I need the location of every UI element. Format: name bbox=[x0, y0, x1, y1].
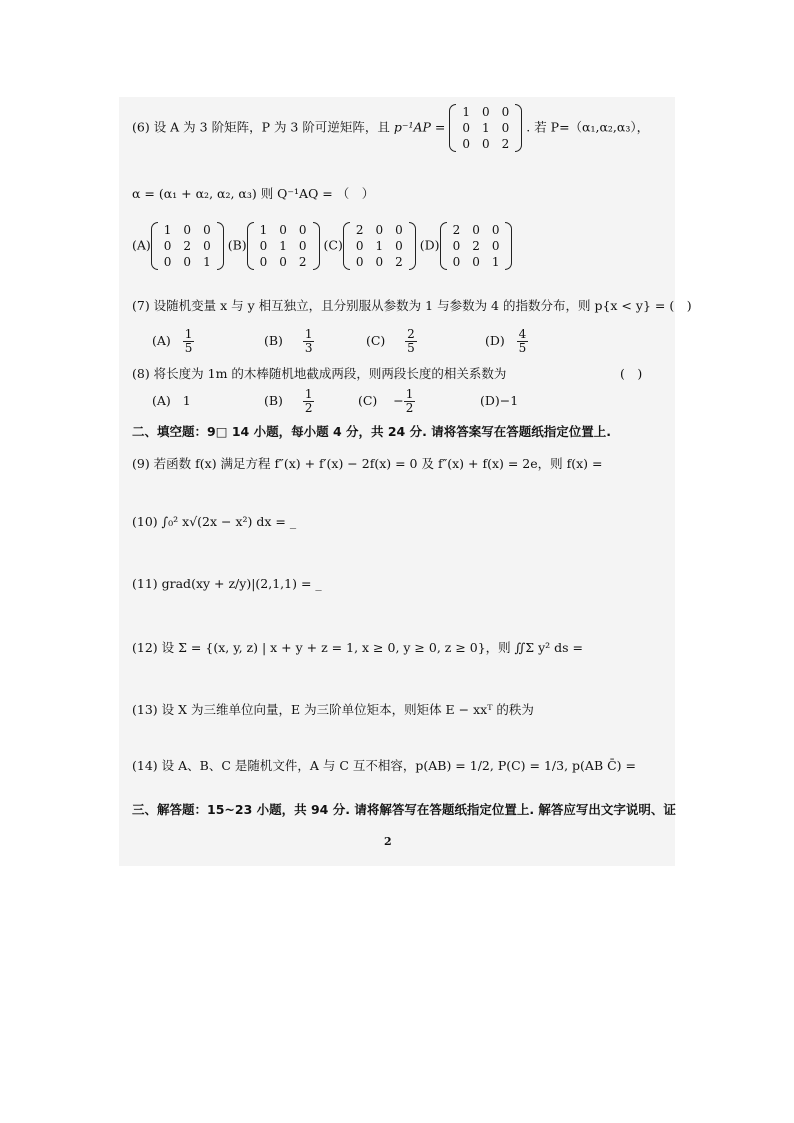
matrix-cell: 1 bbox=[462, 105, 470, 119]
bracket-left bbox=[151, 222, 158, 270]
q8-paren: ( ) bbox=[620, 366, 643, 381]
q9-text: (9) 若函数 f(x) 满足方程 f″(x) + f′(x) − 2f(x) = 0 及 f″(x) + f(x) = 2e，则 f(x) = bbox=[132, 456, 603, 471]
q11-text: (11) grad(xy + z/y)|(2,1,1) = _ bbox=[132, 576, 322, 591]
section3-heading: 三、解答题：15~23 小题，共 94 分. 请将解答写在答题纸指定位置上. 解答应写出文字说明、证 bbox=[132, 802, 676, 817]
matrix-cell: 0 bbox=[462, 137, 470, 151]
q6-option-d: (D) 2 0 0 0 2 0 0 0 1 bbox=[420, 222, 513, 270]
matrix-cell: 0 bbox=[183, 223, 192, 237]
q8-option-a: (A) 1 bbox=[152, 393, 191, 408]
bracket-right bbox=[409, 222, 416, 270]
q6-option-b: (B) 1 0 0 0 1 0 0 0 2 bbox=[228, 222, 320, 270]
section2-heading: 二、填空题：9□ 14 小题，每小题 4 分，共 24 分. 请将答案写在答题纸指定位置上. bbox=[132, 424, 611, 439]
matrix-cell: 1 bbox=[163, 223, 172, 237]
matrix-cell: 0 bbox=[472, 223, 480, 237]
matrix-body bbox=[158, 222, 217, 270]
q8-option-d: (D)−1 bbox=[479, 393, 519, 408]
bracket-left bbox=[343, 222, 350, 270]
q6-option-b-matrix bbox=[247, 222, 320, 270]
matrix-cell: 1 bbox=[491, 255, 500, 269]
matrix-body bbox=[456, 104, 515, 152]
q6-line2: α = (α₁ + α₂, α₂, α₃) 则 Q⁻¹AQ = （ ） bbox=[132, 186, 375, 201]
q6-option-c: (C) 2 0 0 0 1 0 0 0 2 bbox=[324, 222, 416, 270]
matrix-cell: 1 bbox=[203, 255, 211, 269]
matrix-cell: 2 bbox=[355, 223, 364, 237]
q7-option-a: (A) $\frac{1}{5}$ bbox=[152, 327, 193, 355]
matrix-cell: 0 bbox=[355, 239, 364, 253]
matrix-cell: 0 bbox=[501, 105, 510, 119]
bracket-left bbox=[449, 104, 456, 152]
matrix-cell: 0 bbox=[183, 255, 192, 269]
matrix-cell: 0 bbox=[491, 239, 500, 253]
q10-text: (10) ∫₀² x√(2x − x²) dx = _ bbox=[132, 514, 297, 529]
matrix-cell: 1 bbox=[279, 239, 287, 253]
q6-option-d-matrix bbox=[440, 222, 513, 270]
matrix-body bbox=[254, 222, 313, 270]
q7-option-d: (D) $\frac{4}{5}$ bbox=[484, 327, 527, 355]
matrix-cell: 2 bbox=[395, 255, 403, 269]
q6-option-a: (A) 1 0 0 0 2 0 0 0 1 bbox=[132, 222, 224, 270]
matrix-cell: 0 bbox=[375, 223, 384, 237]
matrix-body bbox=[350, 222, 409, 270]
q7-option-c: (C) $\frac{2}{5}$ bbox=[365, 327, 415, 355]
q8-option-c: (C) − $\frac{1}{2}$ bbox=[357, 387, 414, 415]
matrix-cell: 0 bbox=[375, 255, 384, 269]
matrix-cell: 1 bbox=[375, 239, 384, 253]
q7-option-b: (B) $\frac{1}{3}$ bbox=[263, 327, 313, 355]
matrix-cell: 2 bbox=[472, 239, 480, 253]
matrix-body bbox=[447, 222, 506, 270]
matrix-cell: 1 bbox=[259, 223, 268, 237]
q8-options bbox=[152, 388, 518, 415]
bracket-left bbox=[247, 222, 254, 270]
matrix-cell: 0 bbox=[472, 255, 480, 269]
matrix-cell: 2 bbox=[298, 255, 307, 269]
matrix-cell: 0 bbox=[491, 223, 500, 237]
matrix-cell: 1 bbox=[481, 121, 490, 135]
matrix-cell: 0 bbox=[163, 255, 172, 269]
matrix-cell: 0 bbox=[501, 121, 510, 135]
q6-text-a: 设 A 为 3 阶矩阵，P 为 3 阶可逆矩阵，且 bbox=[153, 119, 390, 135]
q6-option-c-matrix bbox=[343, 222, 416, 270]
matrix-cell: 0 bbox=[259, 239, 268, 253]
q7-options bbox=[152, 328, 528, 355]
matrix-cell: 0 bbox=[259, 255, 268, 269]
q6-number: (6) bbox=[132, 119, 150, 135]
q6-line1 bbox=[132, 104, 649, 152]
matrix-cell: 0 bbox=[355, 255, 364, 269]
q6-option-a-matrix bbox=[151, 222, 224, 270]
q7-text: (7) 设随机变量 x 与 y 相互独立，且分别服从参数为 1 与参数为 4 的指数分布，则 p{x < y} = ( ) bbox=[132, 298, 692, 313]
matrix-cell: 0 bbox=[452, 255, 461, 269]
matrix-cell: 2 bbox=[183, 239, 192, 253]
matrix-cell: 0 bbox=[452, 239, 461, 253]
q12-text: (12) 设 Σ = {(x, y, z) | x + y + z = 1, x ≥ 0, y ≥ 0, z ≥ 0}，则 ∬Σ y² ds = bbox=[132, 640, 584, 655]
q8-option-b: (B) $\frac{1}{2}$ bbox=[263, 387, 313, 415]
bracket-right bbox=[217, 222, 224, 270]
page-number: 2 bbox=[384, 835, 392, 848]
bracket-left bbox=[440, 222, 447, 270]
matrix-cell: 0 bbox=[298, 223, 307, 237]
q13-text: (13) 设 X 为三维单位向量，E 为三阶单位矩本，则矩体 E − xxᵀ 的秩为 bbox=[132, 702, 534, 717]
matrix-cell: 0 bbox=[279, 223, 287, 237]
q6-text-b: . 若 P=（α₁,α₂,α₃）， bbox=[526, 119, 650, 135]
matrix-cell: 0 bbox=[279, 255, 287, 269]
matrix-cell: 0 bbox=[481, 105, 490, 119]
q6-given-matrix bbox=[449, 104, 522, 152]
bracket-right bbox=[313, 222, 320, 270]
bracket-right bbox=[505, 222, 512, 270]
matrix-cell: 0 bbox=[481, 137, 490, 151]
matrix-cell: 0 bbox=[163, 239, 172, 253]
matrix-cell: 0 bbox=[203, 223, 211, 237]
matrix-cell: 2 bbox=[452, 223, 461, 237]
q6-formula-lhs: p⁻¹AP = bbox=[393, 119, 446, 135]
q14-text: (14) 设 A、B、C 是随机文件，A 与 C 互不相容，p(AB) = 1/2, P(C) = 1/3, p(AB C̄) = bbox=[132, 758, 636, 773]
q8-text: (8) 将长度为 1m 的木棒随机地截成两段，则两段长度的相关系数为 bbox=[132, 366, 507, 381]
matrix-cell: 0 bbox=[203, 239, 211, 253]
q6-options bbox=[132, 222, 512, 270]
page-sheet bbox=[119, 97, 675, 866]
matrix-cell: 0 bbox=[298, 239, 307, 253]
matrix-cell: 2 bbox=[501, 137, 510, 151]
matrix-cell: 0 bbox=[395, 239, 403, 253]
matrix-cell: 0 bbox=[462, 121, 470, 135]
matrix-cell: 0 bbox=[395, 223, 403, 237]
bracket-right bbox=[515, 104, 522, 152]
